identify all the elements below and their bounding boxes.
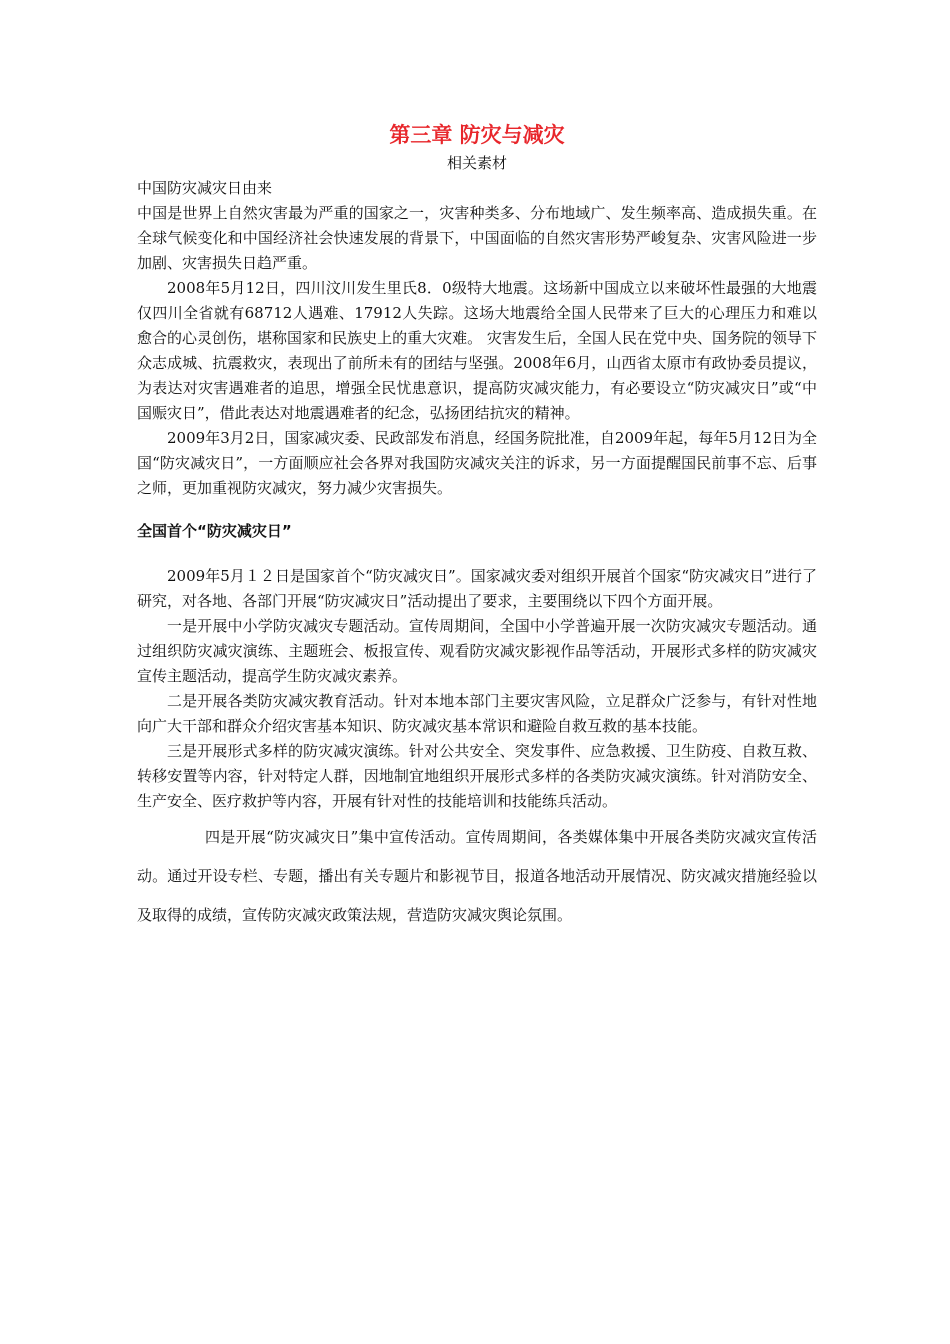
chapter-subtitle: 相关素材	[446, 154, 507, 172]
section-heading-first-day: 全国首个“防灾减灾日”	[137, 522, 292, 540]
paragraph: 四是开展“防灾减灾日”集中宣传活动。宣传周期间，各类媒体集中开展各类防灾减灾宣传活动。通过开设专栏、专题，播出有关专题片和影视节目，报道各地活动开展情况、防灾减灾措施经验以及取得的成绩，宣传防灾减灾政策法规，营造防灾减灾舆论氛围。	[137, 828, 817, 924]
paragraph: 2009年3月2日，国家减灾委、民政部发布消息，经国务院批准，自2009年起，每年5月12日为全国“防灾减灾日”，一方面顺应社会各界对我国防灾减灾关注的诉求，另一方面提醒国民前事不忘、后事之师，更加重视防灾减灾，努力减少灾害损失。	[137, 429, 817, 497]
section-heading-origin: 中国防灾减灾日由来	[137, 179, 273, 197]
paragraph: 2008年5月12日，四川汶川发生里氏8．0级特大地震。这场新中国成立以来破坏性最强的大地震仅四川全省就有68712人遇难、17912人失踪。这场大地震给全国人民带来了巨大的心理压力和难以愈合的心灵创伤，堪称国家和民族史上的重大灾难。 灾害发生后，全国人民在党中央、国务院的领导下众志成城、抗震救灾，表现出了前所未有的团结与坚强。2008年6月，山西省太原市有政协委员提议，为表达对灾害遇难者的追思，增强全民忧患意识，提高防灾减灾能力，有必要设立“防灾减灾日”或“中国赈灾日”，借此表达对地震遇难者的纪念，弘扬团结抗灾的精神。	[137, 279, 817, 422]
paragraph: 三是开展形式多样的防灾减灾演练。针对公共安全、突发事件、应急救援、卫生防疫、自救互救、转移安置等内容，针对特定人群，因地制宜地组织开展形式多样的各类防灾减灾演练。针对消防安全、生产安全、医疗救护等内容，开展有针对性的技能培训和技能练兵活动。	[137, 742, 817, 810]
document-content	[137, 118, 817, 935]
paragraph: 中国是世界上自然灾害最为严重的国家之一，灾害种类多、分布地域广、发生频率高、造成损失重。在全球气候变化和中国经济社会快速发展的背景下，中国面临的自然灾害形势严峻复杂、灾害风险进一步加剧、灾害损失日趋严重。	[137, 204, 817, 272]
paragraph: 2009年5月１２日是国家首个“防灾减灾日”。国家减灾委对组织开展首个国家“防灾减灾日”进行了研究，对各地、各部门开展“防灾减灾日”活动提出了要求，主要围绕以下四个方面开展。	[137, 567, 817, 610]
chapter-title: 第三章 防灾与减灾	[389, 123, 565, 147]
paragraph: 一是开展中小学防灾减灾专题活动。宣传周期间，全国中小学普遍开展一次防灾减灾专题活动。通过组织防灾减灾演练、主题班会、板报宣传、观看防灾减灾影视作品等活动，开展形式多样的防灾减灾宣传主题活动，提高学生防灾减灾素养。	[137, 617, 817, 685]
paragraph: 二是开展各类防灾减灾教育活动。针对本地本部门主要灾害风险，立足群众广泛参与，有针对性地向广大干部和群众介绍灾害基本知识、防灾减灾基本常识和避险自救互救的基本技能。	[137, 692, 817, 735]
